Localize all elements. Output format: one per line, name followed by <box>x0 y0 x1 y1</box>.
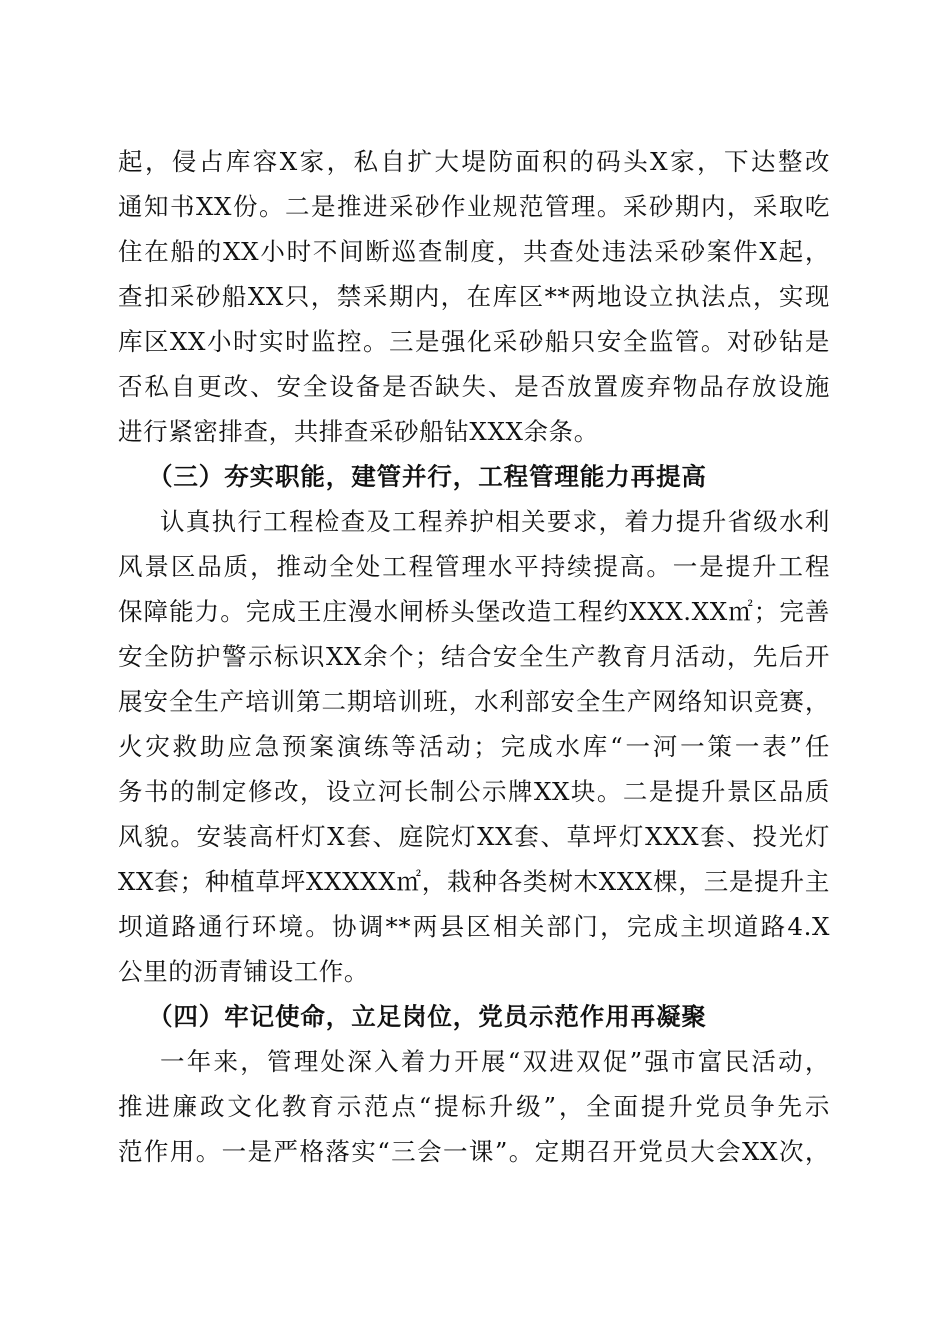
paragraph-line: 火灾救助应急预案演练等活动；完成水库“一河一策一表”任 <box>118 732 830 761</box>
section-heading-3: （三）夯实职能，建管并行，工程管理能力再提高 <box>148 462 707 491</box>
paragraph-line: 库区XX小时实时监控。三是强化采砂船只安全监管。对砂钻是 <box>118 327 830 356</box>
paragraph-line: 进行紧密排查，共排查采砂船钻XXX余条。 <box>118 417 599 446</box>
paragraph-line: 风景区品质，推动全处工程管理水平持续提高。一是提升工程 <box>118 552 830 581</box>
paragraph-line: 通知书XX份。二是推进采砂作业规范管理。采砂期内，采取吃 <box>118 192 830 221</box>
section-heading-4: （四）牢记使命，立足岗位，党员示范作用再凝聚 <box>148 1002 707 1031</box>
paragraph-line: 认真执行工程检查及工程养护相关要求，着力提升省级水利 <box>160 507 830 536</box>
paragraph-line: 保障能力。完成王庄漫水闸桥头堡改造工程约XXX.XX㎡；完善 <box>118 597 830 626</box>
paragraph-line: 公里的沥青铺设工作。 <box>118 957 369 986</box>
paragraph-line: 展安全生产培训第二期培训班，水利部安全生产网络知识竞赛， <box>118 687 830 716</box>
paragraph-line: 否私自更改、安全设备是否缺失、是否放置废弃物品存放设施 <box>118 372 830 401</box>
paragraph-line: 范作用。一是严格落实“三会一课”。定期召开党员大会XX次， <box>118 1137 830 1166</box>
paragraph-line: 安全防护警示标识XX余个；结合安全生产教育月活动，先后开 <box>118 642 830 671</box>
paragraph-line: 风貌。安装高杆灯X套、庭院灯XX套、草坪灯XXX套、投光灯 <box>118 822 830 851</box>
paragraph-line: XX套；种植草坪XXXXX㎡，栽种各类树木XXX棵，三是提升主 <box>118 867 830 896</box>
paragraph-line: 查扣采砂船XX只，禁采期内，在库区**两地设立执法点，实现 <box>118 282 830 311</box>
paragraph-line: 起，侵占库容X家，私自扩大堤防面积的码头X家，下达整改 <box>118 147 830 176</box>
paragraph-line: 务书的制定修改，设立河长制公示牌XX块。二是提升景区品质 <box>118 777 830 806</box>
paragraph-line: 坝道路通行环境。协调**两县区相关部门，完成主坝道路4.X <box>118 912 830 941</box>
paragraph-line: 一年来，管理处深入着力开展“双进双促”强市富民活动， <box>160 1047 830 1076</box>
paragraph-line: 住在船的XX小时不间断巡查制度，共查处违法采砂案件X起， <box>118 237 830 266</box>
paragraph-line: 推进廉政文化教育示范点“提标升级”，全面提升党员争先示 <box>118 1092 830 1121</box>
